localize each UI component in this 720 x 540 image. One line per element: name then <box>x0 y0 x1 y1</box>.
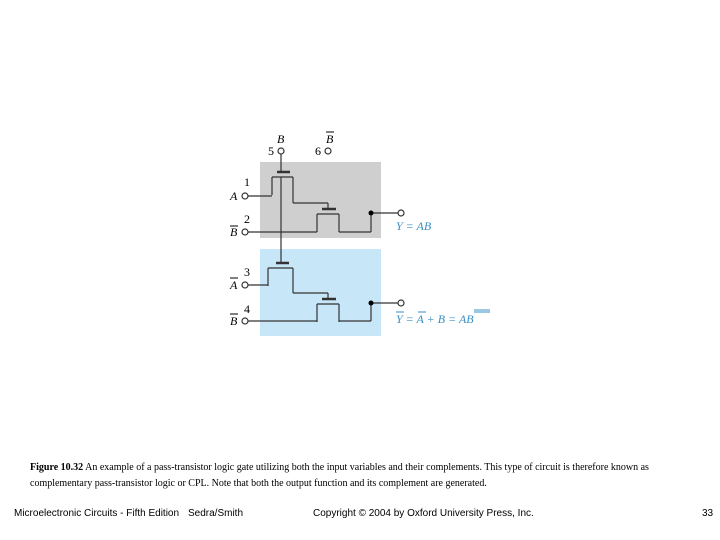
label-node-6: 6 <box>315 144 321 158</box>
figure-caption <box>30 460 710 492</box>
terminal-5[interactable] <box>278 148 284 154</box>
top-block-background <box>260 162 381 238</box>
output-terminal-top[interactable] <box>398 210 404 216</box>
terminal-3[interactable] <box>242 282 248 288</box>
output-label-bottom: Y = A + B = AB <box>396 312 474 326</box>
terminal-2[interactable] <box>242 229 248 235</box>
label-B-top: B <box>277 132 285 146</box>
label-node-3: 3 <box>244 265 250 279</box>
terminal-4[interactable] <box>242 318 248 324</box>
label-B-4: B <box>230 314 238 328</box>
label-B-2: B <box>230 225 238 239</box>
label-node-2: 2 <box>244 212 250 226</box>
output-terminal-bottom[interactable] <box>398 300 404 306</box>
figure-caption-text: An example of a pass-transistor logic gate utilizing both the input variables and their complements. This type of circuit is therefore known as complementary pass-transistor logic or CPL. Note that both the output function and its complement are generated. <box>30 462 649 489</box>
footer-copyright: Copyright © 2004 by Oxford University Press, Inc. <box>313 508 534 519</box>
label-node-1: 1 <box>244 175 250 189</box>
terminal-1[interactable] <box>242 193 248 199</box>
footer-book-title: Microelectronic Circuits - Fifth Edition <box>14 508 180 519</box>
terminal-6[interactable] <box>325 148 331 154</box>
junction-dot-bottom <box>369 301 374 306</box>
figure-label: Figure 10.32 <box>30 462 84 473</box>
label-Bbar-top: B <box>326 132 334 146</box>
junction-dot-top <box>369 211 374 216</box>
label-A-3: A <box>230 278 238 292</box>
label-node-5: 5 <box>268 144 274 158</box>
page-number: 33 <box>702 508 714 519</box>
output-label-top: Y = AB <box>396 219 432 233</box>
footer-authors: Sedra/Smith <box>188 508 244 519</box>
label-A-1: A <box>230 189 238 203</box>
label-node-4: 4 <box>244 302 250 316</box>
